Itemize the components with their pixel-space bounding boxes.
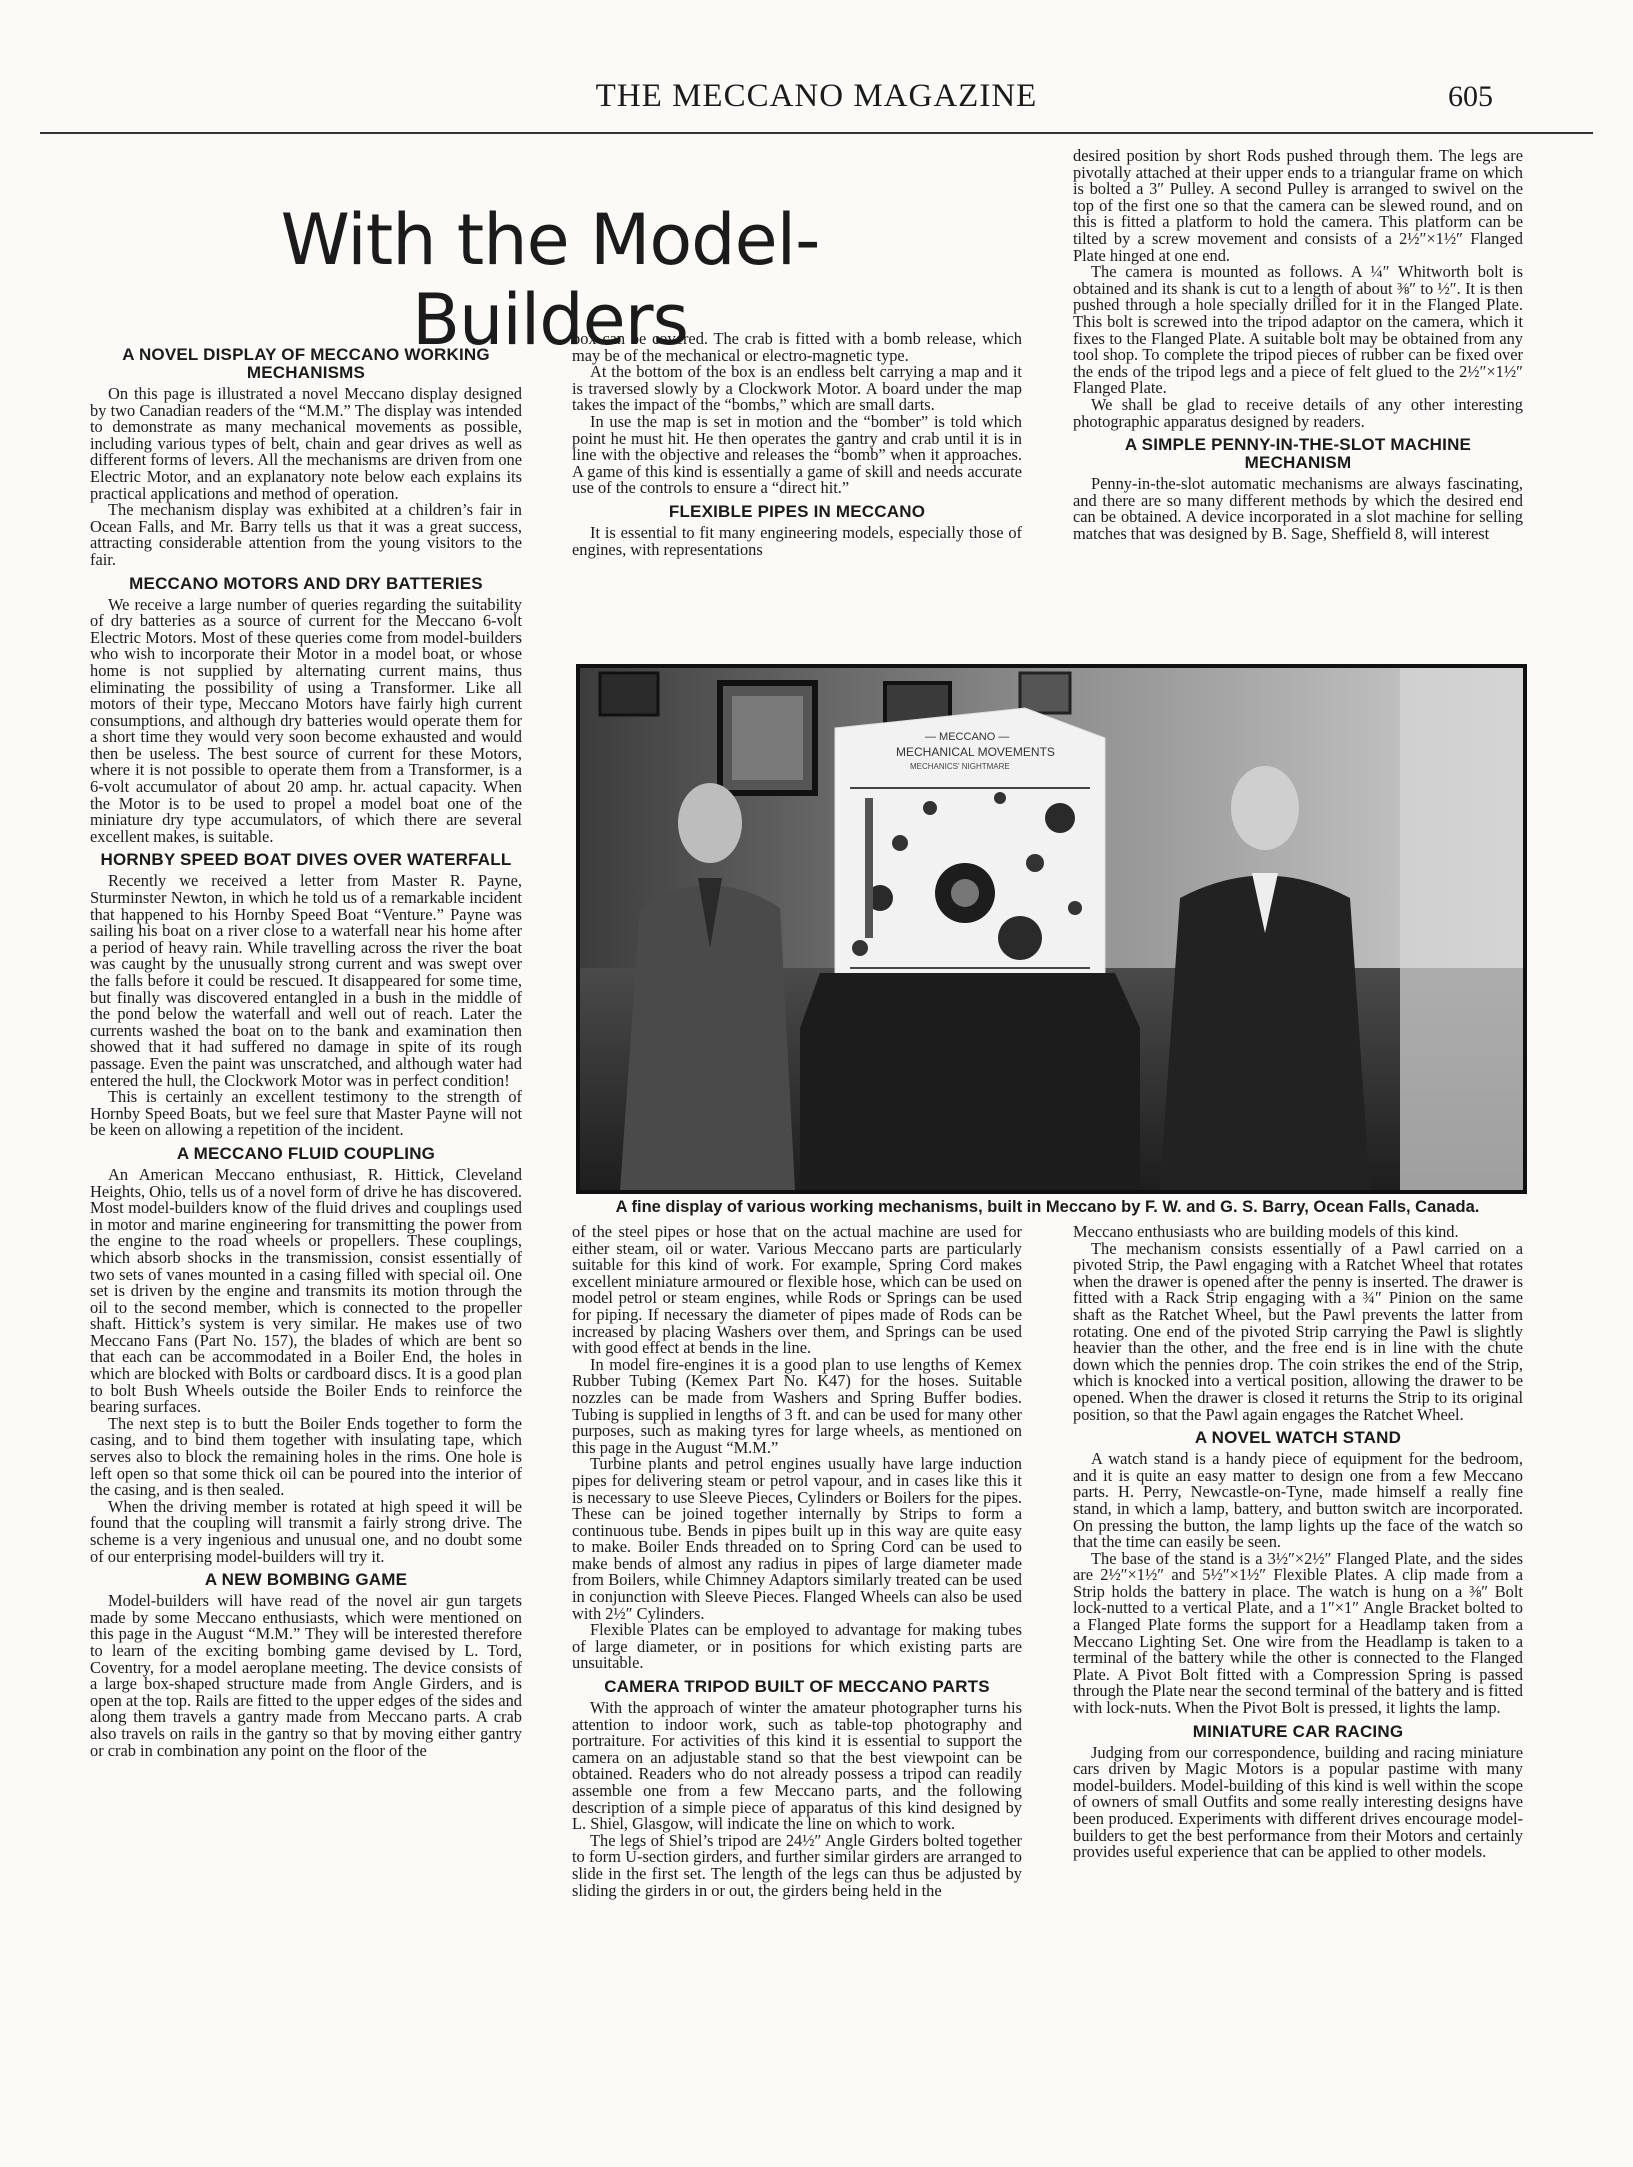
body-paragraph: Penny-in-the-slot automatic mechanisms are always fascinating, and there are so many different methods by which the desired end can be obtained. A device incorporated in a slot machine for selling matches that was designed by B. Sage, Sheffield 8, will interest (1073, 474, 1523, 543)
body-paragraph: Judging from our correspondence, building and racing miniature cars driven by Magic Motors is a popular pastime with many model-builders. Model-building of this kind is well within the scope of owners of small Outfits and some really interesting designs have been produced. Experiments with different drives encourage model-builders to get the best performance from their Motors and certainly provides useful experience that can be applied to other models. (1073, 1742, 1523, 1862)
column-3-bottom (1073, 1224, 1523, 1861)
section-heading: CAMERA TRIPOD BUILT OF MECCANO PARTS (604, 1677, 990, 1697)
masthead (40, 78, 1593, 126)
body-paragraph: desired position by short Rods pushed through them. The legs are pivotally attached at their upper ends to a triangular frame on which is bolted a 3″ Pulley. A second Pulley is arranged to swivel on the top of the first one so that the camera can be slewed round, and on this is fitted a platform to hold the camera. This platform can be tilted by a screw movement and consists of a 2½″×1½″ Flanged Plate hinged at one end. (1073, 146, 1523, 265)
body-paragraph: of the steel pipes or hose that on the actual machine are used for either steam, oil or water. Various Meccano parts are particularly suitable for this kind of work. For example, Spring Cord makes excellent miniature armoured or flexible hose, which can be used on model petrol or steam engines, while Rods or Springs can be used for piping. If necessary the diameter of pipes made of Rods can be increased by placing Washers over them, and Springs can be used with good effect at bends in the line. (572, 1222, 1022, 1358)
column-2-bottom (572, 1224, 1022, 1899)
body-paragraph: When the driving member is rotated at high speed it will be found that the coupling will transmit a fairly strong drive. The scheme is a very ingenious and unusual one, and no doubt some of our enterprising model-builders will try it. (90, 1496, 522, 1566)
body-paragraph: We receive a large number of queries regarding the suitability of dry batteries as a source of current for the Meccano 6-volt Electric Motors. Most of these queries come from model-builders who wish to incorporate their Motor in a model boat, or whose home is not supplied by alternating current mains, thus eliminating the possibility of using a Transformer. Like all motors of their type, Meccano Motors have fairly high current consumptions, and although dry batteries would operate them for a short time they would very soon become exhausted and would then be useless. The best source of current for these Motors, where it is not possible to operate them from a Transformer, is a 6-volt accumulator of about 20 amp. hr. actual capacity. When the Motor is to be used to propel a model boat one of the miniature dry type accumulators, of which there are several excellent makes, is suitable. (90, 594, 522, 846)
body-paragraph: On this page is illustrated a novel Meccano display designed by two Canadian readers of the “M.M.” The display was intended to demonstrate as many mechanical movements as possible, including various types of belt, chain and gear drives as well as different forms of levers. All the mechanisms are driven from one Electric Motor, and an explanatory note below each explains its practical applications and method of operation. (90, 384, 522, 503)
body-paragraph: In use the map is set in motion and the “bomber” is told which point he must hit. He then operates the gantry and crab until it is in line with the objective and releases the “bomb” when it approaches. A game of this kind is essentially a game of skill and needs accurate use of the controls to ensure a “direct hit.” (572, 411, 1022, 498)
page-title: With the Model-Builders (280, 199, 820, 361)
section-heading: A SIMPLE PENNY-IN-THE-SLOT MACHINE MECHANISM (1124, 435, 1472, 473)
photo-illustration (580, 668, 1523, 1190)
column-2-top (572, 331, 1022, 558)
page-number: 605 (1448, 80, 1493, 113)
body-paragraph: Meccano enthusiasts who are building models of this kind. (1073, 1222, 1459, 1241)
body-paragraph: In model fire-engines it is a good plan to use lengths of Kemex Rubber Tubing (Kemex Part No. K47) for the hoses. Suitable nozzles can be made from Washers and Spring Buffer bodies. Tubing is supplied in lengths of 3 ft. and can be used for many other purposes, such as making tyres for large wheels, as mentioned on this page in the August “M.M.” (572, 1354, 1022, 1457)
body-paragraph: An American Meccano enthusiast, R. Hittick, Cleveland Heights, Ohio, tells us of a novel form of drive he has discovered. Most model-builders know of the fluid drives and couplings used in motor and marine engineering for transmitting the power from the engine to the road wheels or propellers. These couplings, which absorb shocks in the transmission, consist essentially of two sets of vanes mounted in a casing filled with special oil. One set is driven by the engine and transmits its motion through the oil to the second member, which is connected to the propeller shaft. Hittick’s system is very similar. He makes use of two Meccano Fans (Part No. 157), the blades of which are bent so that each can be accommodated in a Boiler End, the holes in which are blocked with Bolts or cardboard discs. It is a good plan to bolt Bush Wheels outside the Boiler Ends to reinforce the bearing surfaces. (90, 1164, 522, 1417)
body-paragraph: Recently we received a letter from Master R. Payne, Sturminster Newton, in which he told us of a remarkable incident that happened to his Hornby Speed Boat “Venture.” Payne was sailing his boat on a river close to a waterfall near his home after a period of heavy rain. While travelling across the river the boat was caught by the unusually strong current and was swept over the falls before it could be rescued. It disappeared for some time, but finally was discovered entangled in a bush in the middle of the pond below the waterfall and well out of reach. Later the currents washed the boat on to the bank and examination then showed that it had suffered no damage in spite of its rough passage. Even the paint was unscratched, and although water had entered the hull, the Clockwork Motor was in perfect condition! (90, 871, 522, 1090)
section-heading: A NOVEL WATCH STAND (1194, 1428, 1402, 1448)
body-paragraph: The camera is mounted as follows. A ¼″ Whitworth bolt is obtained and its shank is cut to a length of about ⅜″ to ½″. It is then pushed through a hole specially drilled for it in the Flanged Plate. This bolt is screwed into the tripod adaptor on the camera, which it fixes to the Flanged Plate. A suitable bolt may be obtained from any tool shop. To complete the tripod pieces of rubber can be fixed over the ends of the tripod legs and a piece of felt glued to the 2½″×1½″ Flanged Plate. (1073, 262, 1523, 398)
section-heading: A MECCANO FLUID COUPLING (176, 1143, 436, 1163)
body-paragraph: This is certainly an excellent testimony to the strength of Hornby Speed Boats, but we feel sure that Master Payne will not be keen on allowing a repetition of the incident. (90, 1087, 522, 1140)
body-paragraph: The mechanism consists essentially of a Pawl carried on a pivoted Strip, the Pawl engaging with a Ratchet Wheel that rotates when the drawer is opened after the penny is inserted. The drawer is fitted with a Rack Strip engaging with a ¾″ Pinion on the same shaft as the Ratchet Wheel, but the Pawl prevents the latter from rotating. One end of the pivoted Strip carrying the Pawl is slightly heavier than the other, and the free end is in line with the chute down which the pennies drop. The coin strikes the end of the Strip, which is knocked into a vertical position, allowing the drawer to be opened. When the drawer is closed it returns the Strip to its original position, so that the Pawl again engages the Ratchet Wheel. (1073, 1238, 1523, 1424)
section-heading: HORNBY SPEED BOAT DIVES OVER WATERFALL (100, 850, 512, 870)
body-paragraph: We shall be glad to receive details of any other interesting photographic apparatus designed by readers. (1073, 394, 1523, 431)
column-3-top (1073, 148, 1523, 542)
board-sign-line-1: — MECCANO — (925, 731, 1010, 743)
header-rule (40, 132, 1593, 134)
body-paragraph: Turbine plants and petrol engines usually have large induction pipes for delivering steam or petrol vapour, and in cases like this it is necessary to use Sleeve Pieces, Cylinders or Boilers for the pipes. These can be joined together internally by Strips to form a continuous tube. Bends in pipes built up in this way are quite easy to make. Boiler Ends threaded on to Spring Cord can be used to make bends of almost any radius in pipes of large diameter made from Boilers, while Chimney Adaptors similarly treated can be used in conjunction with Sleeve Pieces. Flanged Wheels can also be used with 2½″ Cylinders. (572, 1454, 1022, 1623)
body-paragraph: The legs of Shiel’s tripod are 24½″ Angle Girders bolted together to form U-section girders, and further similar girders are arranged to slide in the first set. The length of the legs can thus be adjusted by sliding the girders in or out, the girders being held in the (572, 1830, 1022, 1900)
body-paragraph: The next step is to butt the Boiler Ends together to form the casing, and to bind them together with insulating tape, which serves also to block the remaining holes in the rims. One hole is left open so that some thick oil can be poured into the interior of the casing, and is then sealed. (90, 1413, 522, 1500)
body-paragraph: box can be covered. The crab is fitted with a bomb release, which may be of the mechanical or electro-magnetic type. (572, 329, 1022, 365)
photo (576, 664, 1527, 1194)
body-paragraph: The mechanism display was exhibited at a children’s fair in Ocean Falls, and Mr. Barry tells us that it was a great success, attracting considerable attention from the young visitors to the fair. (90, 500, 522, 569)
section-heading: A NOVEL DISPLAY OF MECCANO WORKING MECHANISMS (122, 345, 490, 382)
body-paragraph: Model-builders will have read of the novel air gun targets made by some Meccano enthusiasts, which were mentioned on this page in the August “M.M.” They will be interested therefore to learn of the exciting bombing game devised by L. Tord, Coventry, for a model aeroplane meeting. The device consists of a large box-shaped structure made from Angle Girders, and is open at the top. Rails are fitted to the upper edges of the sides and along them travels a gantry made from Meccano parts. A crab also travels on rails in the gantry so that by moving either gantry or crab in combination any point on the floor of the (90, 1591, 522, 1760)
column-1 (90, 340, 522, 1759)
body-paragraph: With the approach of winter the amateur photographer turns his attention to indoor work, such as table-top photography and portraiture. For activities of this kind it is essential to support the camera on an adjustable stand so that the best viewpoint can be obtained. Readers who do not already possess a tripod can readily assemble one from a few Meccano parts, and the following description of a simple piece of apparatus of this kind designed by L. Shiel, Glasgow, will indicate the line on which to work. (572, 1698, 1022, 1834)
body-paragraph: A watch stand is a handy piece of equipment for the bedroom, and it is quite an easy matter to design one from a few Meccano parts. H. Perry, Newcastle-on-Tyne, made himself a really fine stand, in which a lamp, battery, and button switch are incorporated. On pressing the button, the lamp lights up the face of the watch so that the time can easily be seen. (1073, 1449, 1523, 1552)
section-heading: FLEXIBLE PIPES IN MECCANO (668, 501, 926, 521)
board-sign-line-3: MECHANICS' NIGHTMARE (910, 762, 1010, 771)
photo-caption: A fine display of various working mechanisms, built in Meccano by F. W. and G. S. Barry, Ocean Falls, Canada. (615, 1198, 1480, 1216)
section-heading: MINIATURE CAR RACING (1192, 1721, 1404, 1741)
board-sign-line-2: MECHANICAL MOVEMENTS (896, 745, 1055, 759)
body-paragraph: Flexible Plates can be employed to advantage for making tubes of large diameter, or in positions for which existing parts are unsuitable. (572, 1620, 1022, 1673)
body-paragraph: The base of the stand is a 3½″×2½″ Flanged Plate, and the sides are 2½″×1½″ and 5½″×1½″ Flexible Plates. A clip made from a Strip holds the battery in place. The watch is hung on a ⅜″ Bolt lock-nutted to a vertical Plate, and a 1″×1″ Angle Bracket bolted to a Flanged Plate forms the support for a Headlamp taken from a Meccano Lighting Set. One wire from the Headlamp is taken to a terminal of the battery while the other is connected to the Flanged Plate. A Pivot Bolt fitted with a Compression Spring is passed through the Plate near the second terminal of the battery and is fitted with lock-nuts. When the Pivot Bolt is pressed, it lights the lamp. (1073, 1548, 1523, 1718)
mechanism-board (835, 708, 1105, 978)
section-heading: MECCANO MOTORS AND DRY BATTERIES (129, 573, 483, 593)
body-paragraph: It is essential to fit many engineering models, especially those of engines, with representations (572, 522, 1022, 559)
section-heading: A NEW BOMBING GAME (204, 1570, 408, 1590)
magazine-title: THE MECCANO MAGAZINE (595, 78, 1038, 114)
body-paragraph: At the bottom of the box is an endless belt carrying a map and it is traversed slowly by a Clockwork Motor. A board under the map takes the impact of the “bombs,” which are small darts. (572, 362, 1022, 415)
